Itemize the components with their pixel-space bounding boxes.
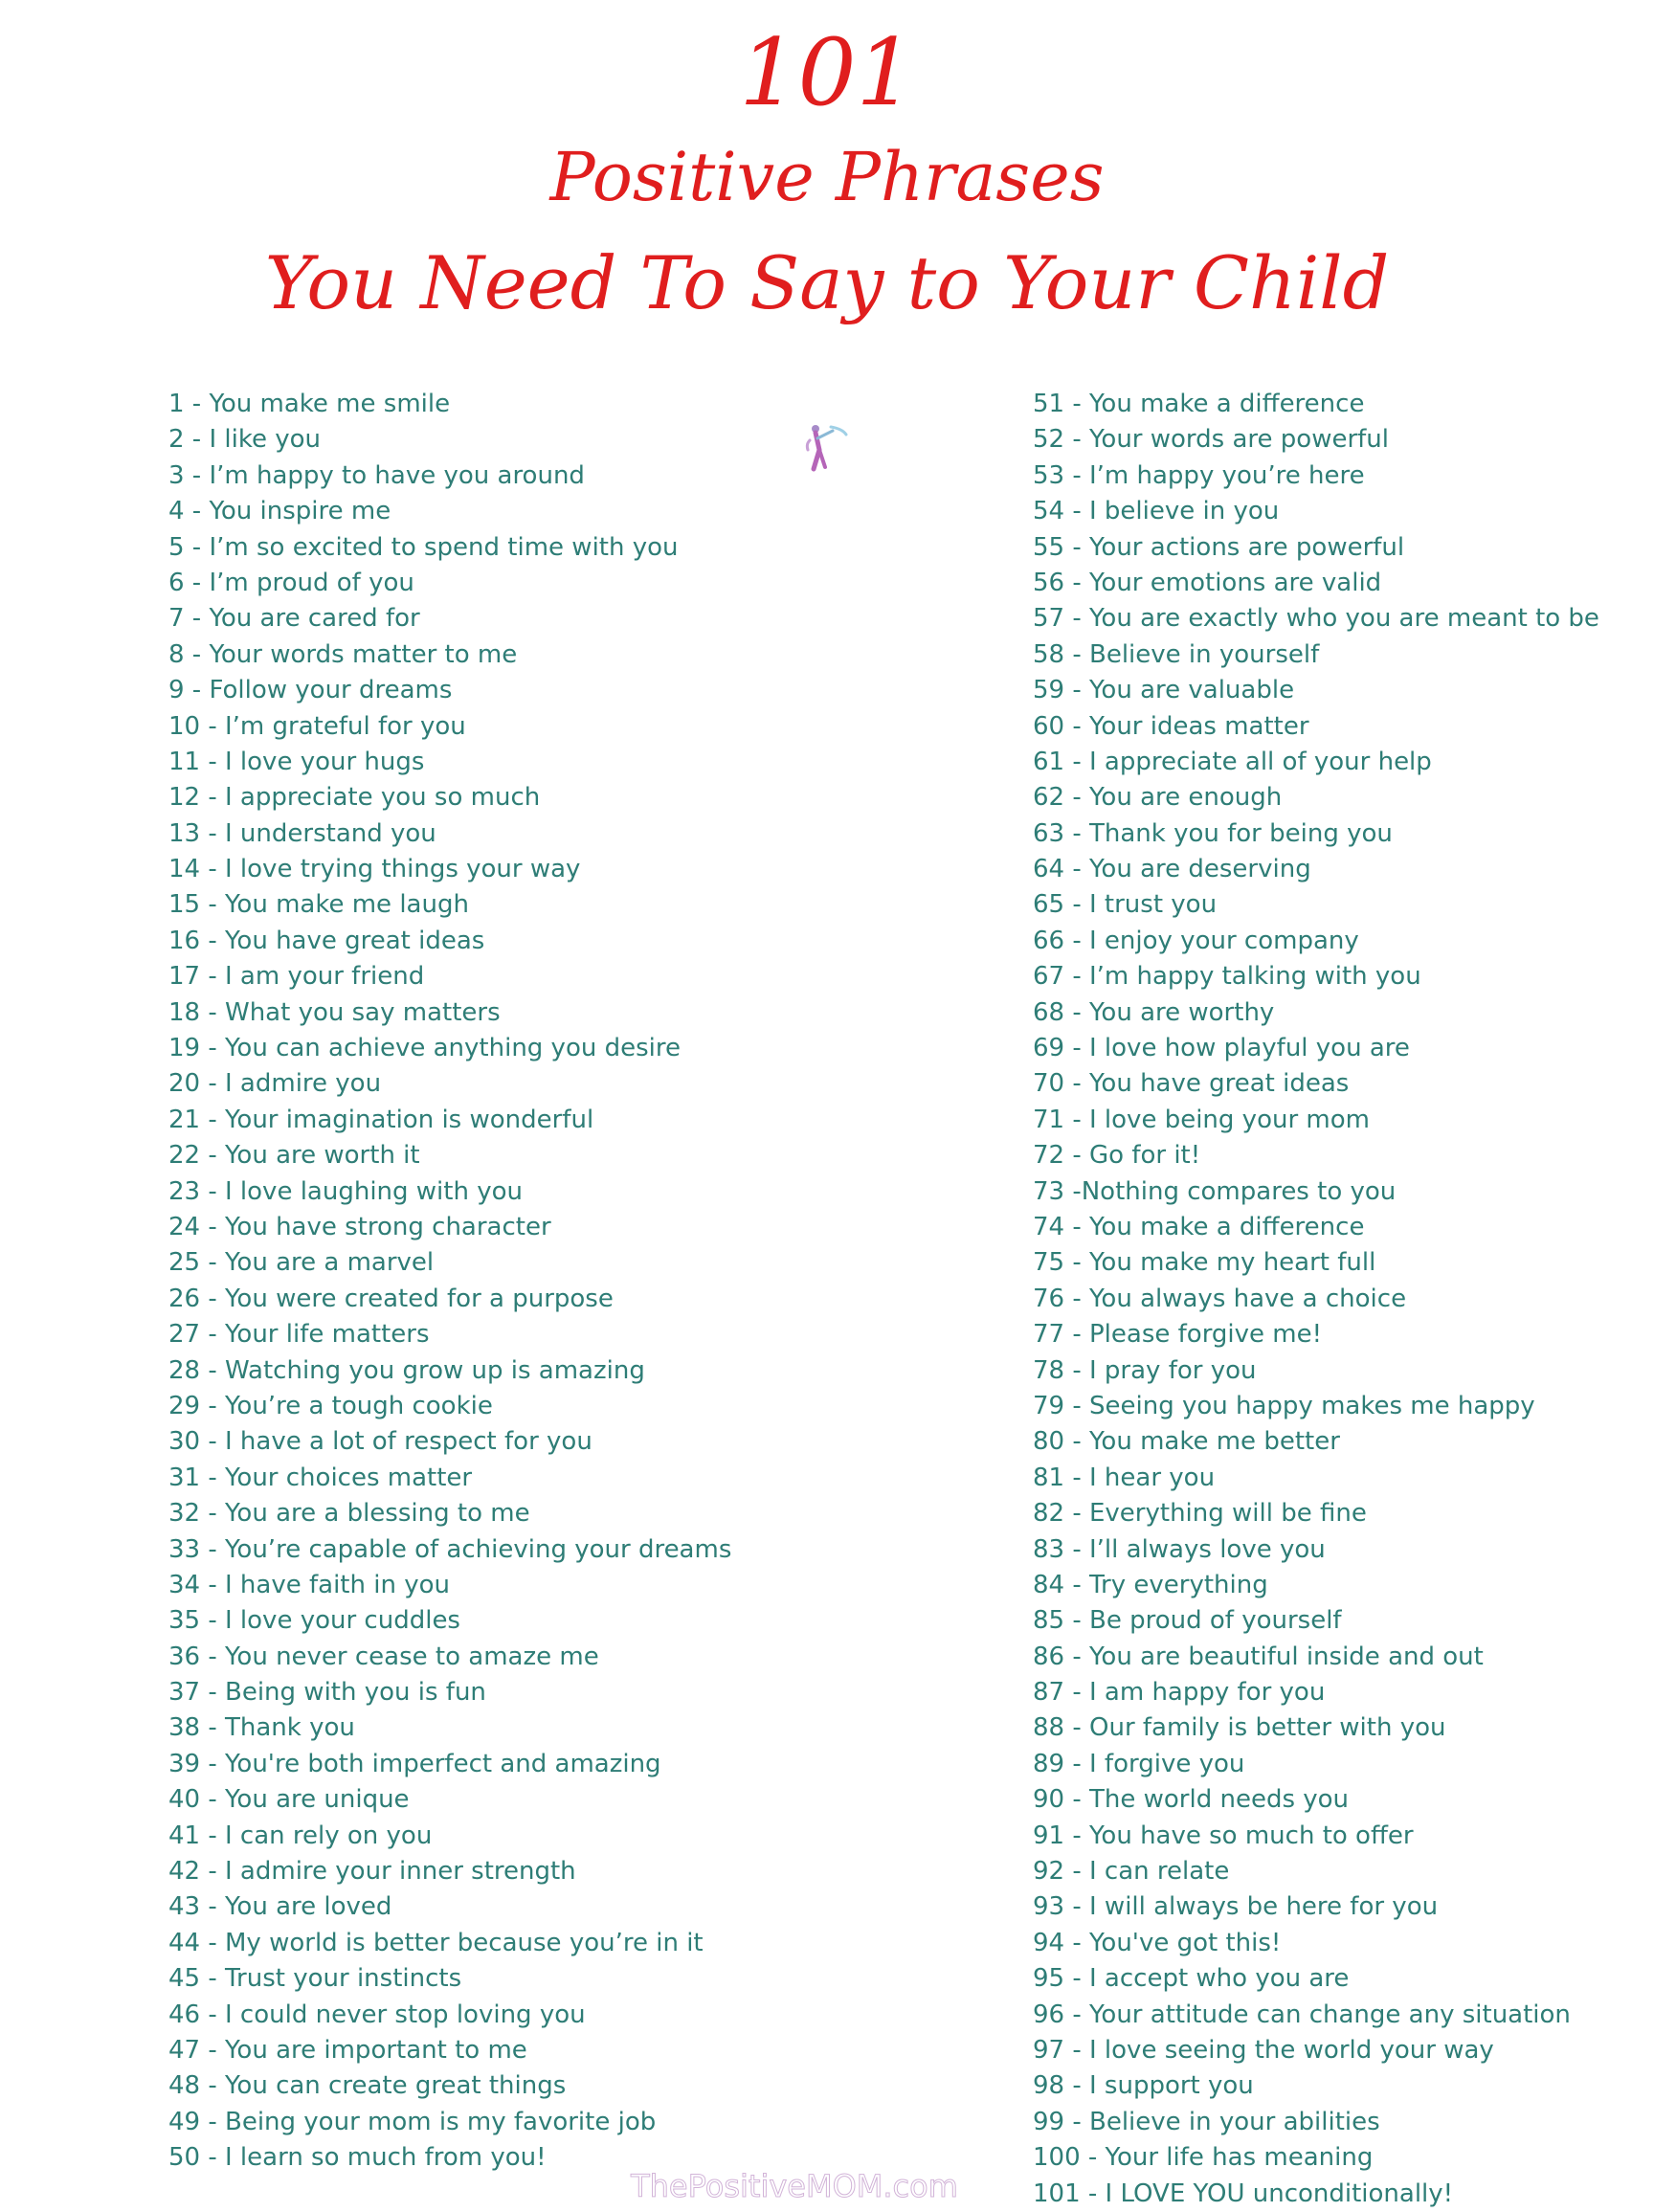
phrase-item: 60 - Your ideas matter — [1033, 711, 1309, 741]
phrase-item: 47 - You are important to me — [168, 2035, 527, 2065]
phrase-item: 42 - I admire your inner strength — [168, 1857, 576, 1887]
phrase-item: 95 - I accept who you are — [1033, 1964, 1350, 1994]
phrase-item: 76 - You always have a choice — [1033, 1284, 1407, 1313]
phrase-item: 91 - You have so much to offer — [1033, 1821, 1414, 1850]
phrase-item: 27 - Your life matters — [168, 1320, 430, 1350]
phrase-item: 50 - I learn so much from you! — [168, 2143, 547, 2173]
phrase-item: 29 - You’re a tough cookie — [168, 1391, 493, 1420]
phrase-item: 56 - Your emotions are valid — [1033, 568, 1382, 597]
phrase-item: 61 - I appreciate all of your help — [1033, 747, 1432, 776]
phrase-item: 88 - Our family is better with you — [1033, 1713, 1446, 1743]
phrase-item: 71 - I love being your mom — [1033, 1105, 1370, 1134]
phrase-item: 40 - You are unique — [168, 1785, 410, 1815]
phrase-item: 81 - I hear you — [1033, 1463, 1216, 1492]
phrase-item: 38 - Thank you — [168, 1713, 355, 1743]
phrase-item: 87 - I am happy for you — [1033, 1678, 1326, 1708]
phrase-item: 48 - You can create great things — [168, 2071, 567, 2101]
phrase-item: 17 - I am your friend — [168, 962, 425, 992]
phrase-item: 89 - I forgive you — [1033, 1749, 1245, 1778]
phrase-item: 83 - I’ll always love you — [1033, 1534, 1326, 1564]
phrase-item: 73 -Nothing compares to you — [1033, 1176, 1397, 1206]
phrase-item: 53 - I’m happy you’re here — [1033, 460, 1365, 490]
phrase-item: 70 - You have great ideas — [1033, 1069, 1350, 1099]
phrase-item: 68 - You are worthy — [1033, 997, 1275, 1027]
title-positive-phrases: Positive Phrases — [549, 138, 1105, 216]
phrase-list-right — [1033, 387, 1645, 2212]
phrase-item: 37 - Being with you is fun — [168, 1678, 486, 1708]
phrase-item: 80 - You make me better — [1033, 1427, 1340, 1457]
phrase-item: 75 - You make my heart full — [1033, 1248, 1376, 1278]
phrase-item: 74 - You make a difference — [1033, 1212, 1365, 1241]
phrase-item: 101 - I LOVE YOU unconditionally! — [1033, 2178, 1454, 2208]
phrase-item: 51 - You make a difference — [1033, 390, 1365, 418]
phrase-item: 36 - You never cease to amaze me — [168, 1642, 599, 1671]
phrase-item: 10 - I’m grateful for you — [168, 711, 466, 741]
phrase-list-left — [168, 387, 992, 2177]
phrase-item: 9 - Follow your dreams — [168, 676, 453, 705]
phrase-item: 84 - Try everything — [1033, 1570, 1268, 1599]
title-subtitle: You Need To Say to Your Child — [264, 240, 1390, 325]
phrase-item: 96 - Your attitude can change any situation — [1033, 2000, 1571, 2029]
phrase-item: 92 - I can relate — [1033, 1857, 1230, 1887]
phrase-item: 14 - I love trying things your way — [168, 855, 581, 884]
phrase-item: 93 - I will always be here for you — [1033, 1892, 1439, 1922]
title-number: 101 — [739, 19, 915, 126]
phrase-item: 59 - You are valuable — [1033, 676, 1295, 705]
phrase-item: 97 - I love seeing the world your way — [1033, 2035, 1494, 2065]
phrase-item: 26 - You were created for a purpose — [168, 1284, 614, 1313]
phrase-item: 72 - Go for it! — [1033, 1141, 1201, 1171]
phrase-item: 64 - You are deserving — [1033, 855, 1311, 884]
phrase-item: 82 - Everything will be fine — [1033, 1499, 1367, 1529]
phrase-item: 58 - Believe in yourself — [1033, 639, 1320, 669]
phrase-item: 57 - You are exactly who you are meant to be — [1033, 604, 1599, 634]
phrase-item: 66 - I enjoy your company — [1033, 926, 1359, 955]
phrase-item: 16 - You have great ideas — [168, 926, 485, 955]
phrase-item: 28 - Watching you grow up is amazing — [168, 1355, 645, 1385]
phrase-item: 99 - Believe in your abilities — [1033, 2107, 1380, 2136]
phrase-item: 18 - What you say matters — [168, 997, 501, 1027]
phrase-item: 11 - I love your hugs — [168, 747, 425, 776]
phrase-item: 62 - You are enough — [1033, 783, 1283, 813]
phrase-item: 5 - I’m so excited to spend time with you — [168, 532, 679, 562]
phrase-item: 52 - Your words are powerful — [1033, 425, 1390, 455]
phrase-item: 77 - Please forgive me! — [1033, 1320, 1323, 1350]
phrase-item: 25 - You are a marvel — [168, 1248, 435, 1278]
phrase-item: 39 - You're both imperfect and amazing — [168, 1749, 661, 1778]
phrase-item: 20 - I admire you — [168, 1069, 382, 1099]
phrase-item: 19 - You can achieve anything you desire — [168, 1034, 681, 1063]
phrase-item: 35 - I love your cuddles — [168, 1606, 460, 1636]
phrase-item: 22 - You are worth it — [168, 1141, 420, 1171]
phrase-item: 54 - I believe in you — [1033, 497, 1280, 526]
phrase-item: 49 - Being your mom is my favorite job — [168, 2107, 657, 2136]
phrase-item: 90 - The world needs you — [1033, 1785, 1350, 1815]
phrase-item: 94 - You've got this! — [1033, 1928, 1282, 1957]
footer-watermark: ThePositiveMOM.com — [631, 2168, 958, 2204]
phrase-item: 1 - You make me smile — [168, 390, 451, 418]
phrase-item: 7 - You are cared for — [168, 604, 420, 634]
phrase-item: 3 - I’m happy to have you around — [168, 460, 585, 490]
phrase-item: 32 - You are a blessing to me — [168, 1499, 530, 1529]
phrase-item: 43 - You are loved — [168, 1892, 392, 1922]
phrase-item: 8 - Your words matter to me — [168, 639, 518, 669]
phrase-item: 45 - Trust your instincts — [168, 1964, 462, 1994]
phrase-item: 78 - I pray for you — [1033, 1355, 1257, 1385]
phrase-item: 85 - Be proud of yourself — [1033, 1606, 1342, 1636]
phrase-item: 34 - I have faith in you — [168, 1570, 450, 1599]
phrase-item: 46 - I could never stop loving you — [168, 2000, 586, 2029]
phrase-item: 79 - Seeing you happy makes me happy — [1033, 1391, 1535, 1420]
phrase-item: 100 - Your life has meaning — [1033, 2143, 1374, 2173]
phrase-item: 24 - You have strong character — [168, 1212, 551, 1241]
phrase-item: 30 - I have a lot of respect for you — [168, 1427, 592, 1457]
phrase-item: 13 - I understand you — [168, 818, 436, 848]
phrase-item: 41 - I can rely on you — [168, 1821, 433, 1850]
phrase-item: 44 - My world is better because you’re in it — [168, 1928, 704, 1957]
phrase-item: 2 - I like you — [168, 425, 321, 455]
phrase-item: 4 - You inspire me — [168, 497, 391, 526]
phrase-item: 15 - You make me laugh — [168, 890, 469, 920]
phrase-item: 67 - I’m happy talking with you — [1033, 962, 1421, 992]
phrase-item: 69 - I love how playful you are — [1033, 1034, 1410, 1063]
phrase-item: 55 - Your actions are powerful — [1033, 532, 1405, 562]
phrase-item: 31 - Your choices matter — [168, 1463, 473, 1492]
phrase-item: 63 - Thank you for being you — [1033, 818, 1393, 848]
phrase-item: 12 - I appreciate you so much — [168, 783, 541, 813]
phrase-item: 65 - I trust you — [1033, 890, 1218, 920]
phrase-item: 98 - I support you — [1033, 2071, 1254, 2101]
phrase-item: 23 - I love laughing with you — [168, 1176, 523, 1206]
phrase-item: 21 - Your imagination is wonderful — [168, 1105, 594, 1134]
phrase-item: 6 - I’m proud of you — [168, 568, 414, 597]
phrase-item: 33 - You’re capable of achieving your dreams — [168, 1534, 732, 1564]
phrase-item: 86 - You are beautiful inside and out — [1033, 1642, 1484, 1671]
